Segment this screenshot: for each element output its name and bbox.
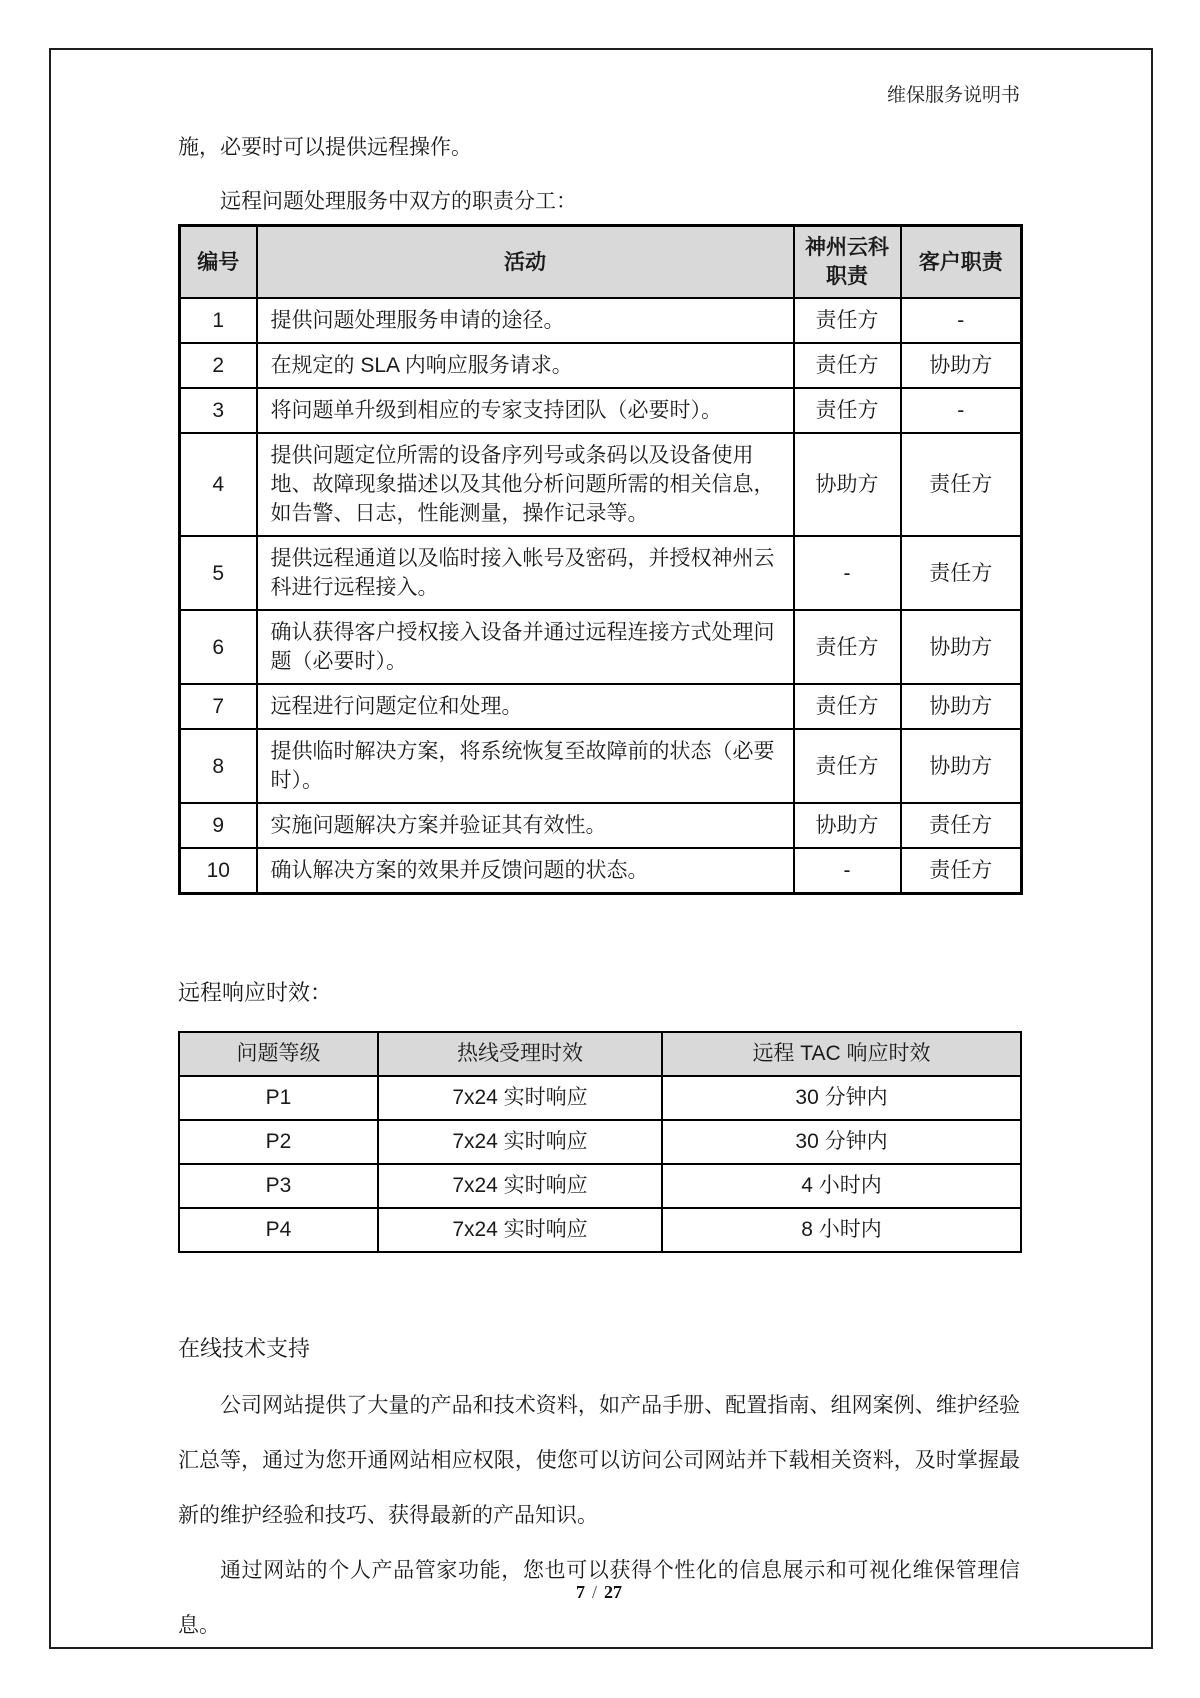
cell-no: 8 xyxy=(180,729,257,803)
responsibility-table xyxy=(178,224,1023,895)
cell-tac: 8 小时内 xyxy=(662,1208,1021,1252)
intro-line: 施，必要时可以提供远程操作。 xyxy=(178,136,472,159)
header-cell-no: 编号 xyxy=(180,226,257,299)
table-row xyxy=(180,848,1022,894)
cell-customer: 责任方 xyxy=(901,536,1022,610)
table-row xyxy=(180,803,1022,848)
cell-activity: 提供问题处理服务申请的途径。 xyxy=(257,298,794,343)
cell-no: 3 xyxy=(180,388,257,433)
cell-activity: 远程进行问题定位和处理。 xyxy=(257,684,794,729)
cell-tac: 30 分钟内 xyxy=(662,1120,1021,1164)
header-cell-tac: 远程 TAC 响应时效 xyxy=(662,1032,1021,1076)
cell-tac: 4 小时内 xyxy=(662,1164,1021,1208)
cell-activity: 提供临时解决方案，将系统恢复至故障前的状态（必要时）。 xyxy=(257,729,794,803)
table-row xyxy=(180,388,1022,433)
cell-no: 6 xyxy=(180,610,257,684)
page-footer xyxy=(178,1582,1020,1603)
cell-customer: 协助方 xyxy=(901,729,1022,803)
table-row xyxy=(179,1208,1021,1252)
cell-no: 2 xyxy=(180,343,257,388)
cell-vendor: 协助方 xyxy=(794,803,901,848)
cell-hotline: 7x24 实时响应 xyxy=(378,1208,662,1252)
cell-no: 4 xyxy=(180,433,257,536)
cell-customer: 责任方 xyxy=(901,848,1022,894)
page-number-separator: / xyxy=(591,1582,597,1602)
page-number-current: 7 xyxy=(575,1582,585,1602)
cell-vendor: 责任方 xyxy=(794,298,901,343)
page-content xyxy=(178,0,1020,1653)
cell-level: P4 xyxy=(179,1208,378,1252)
cell-vendor: 责任方 xyxy=(794,729,901,803)
table-row xyxy=(180,536,1022,610)
cell-hotline: 7x24 实时响应 xyxy=(378,1076,662,1120)
table-row xyxy=(180,684,1022,729)
sla-table-header-row xyxy=(179,1032,1021,1076)
cell-vendor: 责任方 xyxy=(794,388,901,433)
table-row xyxy=(180,433,1022,536)
cell-vendor: 协助方 xyxy=(794,433,901,536)
table-row xyxy=(179,1076,1021,1120)
cell-customer: 协助方 xyxy=(901,610,1022,684)
cell-no: 7 xyxy=(180,684,257,729)
cell-vendor: 责任方 xyxy=(794,343,901,388)
table-row xyxy=(180,298,1022,343)
cell-customer: 责任方 xyxy=(901,803,1022,848)
cell-activity: 实施问题解决方案并验证其有效性。 xyxy=(257,803,794,848)
table-row xyxy=(179,1120,1021,1164)
cell-activity: 提供远程通道以及临时接入帐号及密码，并授权神州云科进行远程接入。 xyxy=(257,536,794,610)
cell-customer: 协助方 xyxy=(901,343,1022,388)
cell-level: P1 xyxy=(179,1076,378,1120)
document-header-title: 维保服务说明书 xyxy=(886,85,1020,106)
table-row xyxy=(179,1164,1021,1208)
cell-vendor: - xyxy=(794,848,901,894)
header-cell-customer: 客户职责 xyxy=(901,226,1022,299)
cell-level: P2 xyxy=(179,1120,378,1164)
header-cell-vendor-label: 神州云科职责 xyxy=(805,236,889,288)
cell-no: 1 xyxy=(180,298,257,343)
cell-no: 9 xyxy=(180,803,257,848)
online-support-paragraph: 通过网站的个人产品管家功能，您也可以获得个性化的信息展示和可视化维保管理信息。 xyxy=(178,1559,1020,1637)
table-row xyxy=(180,729,1022,803)
responsibility-table-header-row xyxy=(180,226,1022,299)
header-cell-vendor xyxy=(794,226,901,299)
sla-table xyxy=(178,1031,1022,1253)
cell-no: 5 xyxy=(180,536,257,610)
cell-hotline: 7x24 实时响应 xyxy=(378,1120,662,1164)
page-number-total: 27 xyxy=(604,1582,622,1602)
header-cell-level: 问题等级 xyxy=(179,1032,378,1076)
online-support-heading: 在线技术支持 xyxy=(178,1336,311,1361)
responsibility-table-caption: 远程问题处理服务中双方的职责分工： xyxy=(220,190,577,213)
cell-hotline: 7x24 实时响应 xyxy=(378,1164,662,1208)
cell-customer: - xyxy=(901,298,1022,343)
cell-no: 10 xyxy=(180,848,257,894)
cell-activity: 将问题单升级到相应的专家支持团队（必要时）。 xyxy=(257,388,794,433)
table-row xyxy=(180,610,1022,684)
cell-vendor: - xyxy=(794,536,901,610)
cell-customer: - xyxy=(901,388,1022,433)
cell-customer: 协助方 xyxy=(901,684,1022,729)
cell-level: P3 xyxy=(179,1164,378,1208)
header-cell-hotline: 热线受理时效 xyxy=(378,1032,662,1076)
cell-vendor: 责任方 xyxy=(794,610,901,684)
online-support-paragraph: 公司网站提供了大量的产品和技术资料，如产品手册、配置指南、组网案例、维护经验汇总等，通过为您开通网站相应权限，使您可以访问公司网站并下载相关资料，及时掌握最新的维护经验和技巧、获得最新的产品知识。 xyxy=(178,1394,1020,1527)
cell-tac: 30 分钟内 xyxy=(662,1076,1021,1120)
cell-activity: 确认获得客户授权接入设备并通过远程连接方式处理问题（必要时）。 xyxy=(257,610,794,684)
cell-activity: 在规定的 SLA 内响应服务请求。 xyxy=(257,343,794,388)
sla-section-heading: 远程响应时效： xyxy=(178,980,333,1005)
cell-vendor: 责任方 xyxy=(794,684,901,729)
cell-customer: 责任方 xyxy=(901,433,1022,536)
cell-activity: 提供问题定位所需的设备序列号或条码以及设备使用地、故障现象描述以及其他分析问题所需的相关信息，如告警、日志，性能测量，操作记录等。 xyxy=(257,433,794,536)
table-row xyxy=(180,343,1022,388)
header-cell-activity: 活动 xyxy=(257,226,794,299)
cell-activity: 确认解决方案的效果并反馈问题的状态。 xyxy=(257,848,794,894)
